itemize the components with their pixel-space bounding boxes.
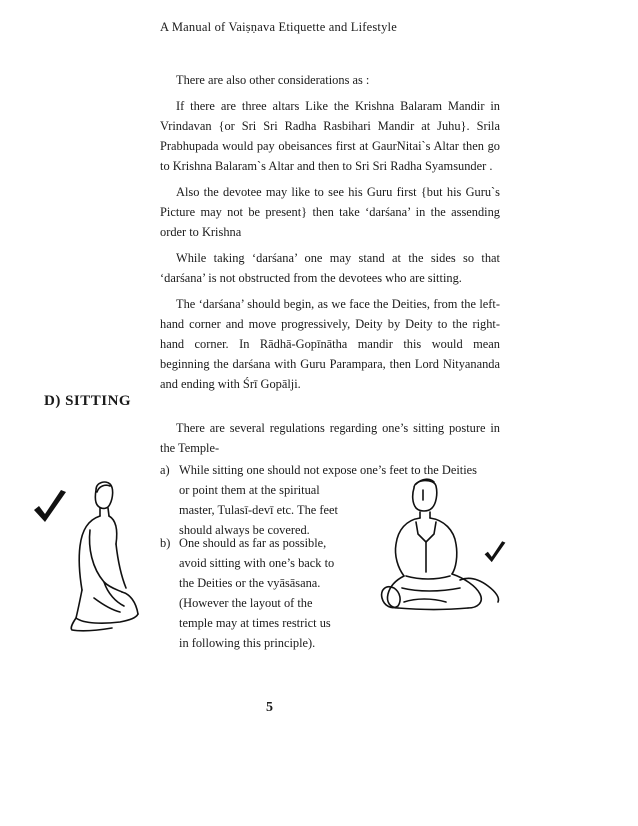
list-line: (However the layout of the	[179, 596, 313, 610]
paragraph: Also the devotee may like to see his Guru first {but his Guru`s Picture may not be present} then take ‘darśana’ in the assending order to Krishna	[160, 185, 500, 239]
list-line: temple may at times restrict us	[179, 616, 331, 630]
section-intro	[160, 418, 500, 464]
list-marker: b)	[160, 536, 171, 550]
list-line: or point them at the spiritual	[179, 483, 320, 497]
list-marker: a)	[160, 463, 170, 477]
running-title: A Manual of Vaiṣṇava Etiquette and Lifestyle	[160, 20, 397, 34]
list-line: the Deities or the vyāsāsana.	[179, 576, 321, 590]
list-line: One should as far as possible,	[179, 536, 327, 550]
list-line: master, Tulasī-devī etc. The feet	[179, 503, 338, 517]
paragraph: While taking ‘darśana’ one may stand at the sides so that ‘darśana’ is not obstructed from the devotees who are sitting.	[160, 251, 500, 285]
list-line: in following this principle).	[179, 636, 316, 650]
paragraph: The ‘darśana’ should begin, as we face the Deities, from the left-hand corner and move progressively, Deity by Deity to the right-hand corner. In Rādhā-Gopīnātha mandir this would mean beginning the darśana with Guru Parampara, then Lord Nityananda and ending with Śrī Gopālji.	[160, 297, 500, 391]
page-number: 5	[266, 700, 273, 715]
list-item	[160, 533, 360, 653]
list-line: While sitting one should not expose one’s feet to the Deities	[179, 463, 478, 477]
list-line: should always be covered.	[179, 523, 310, 537]
section-heading: D) SITTING	[44, 393, 132, 409]
paragraph: If there are three altars Like the Krishna Balaram Mandir in Vrindavan {or Sri Sri Radha Rasbihari Mandir at Juhu}. Srila Prabhupada would pay obeisances first at GaurNitai`s Altar then go to Krishna Balaram`s Altar and then to Sri Sri Radha Syamsunder .	[160, 99, 500, 173]
paragraph: There are also other considerations as :	[176, 73, 370, 87]
list-line: avoid sitting with one’s back to	[179, 556, 335, 570]
checkmark-icon	[482, 540, 508, 566]
body-text	[160, 70, 500, 400]
kneeling-devotee-illustration	[60, 478, 150, 638]
paragraph: There are several regulations regarding one’s sitting posture in the Temple-	[160, 421, 500, 455]
